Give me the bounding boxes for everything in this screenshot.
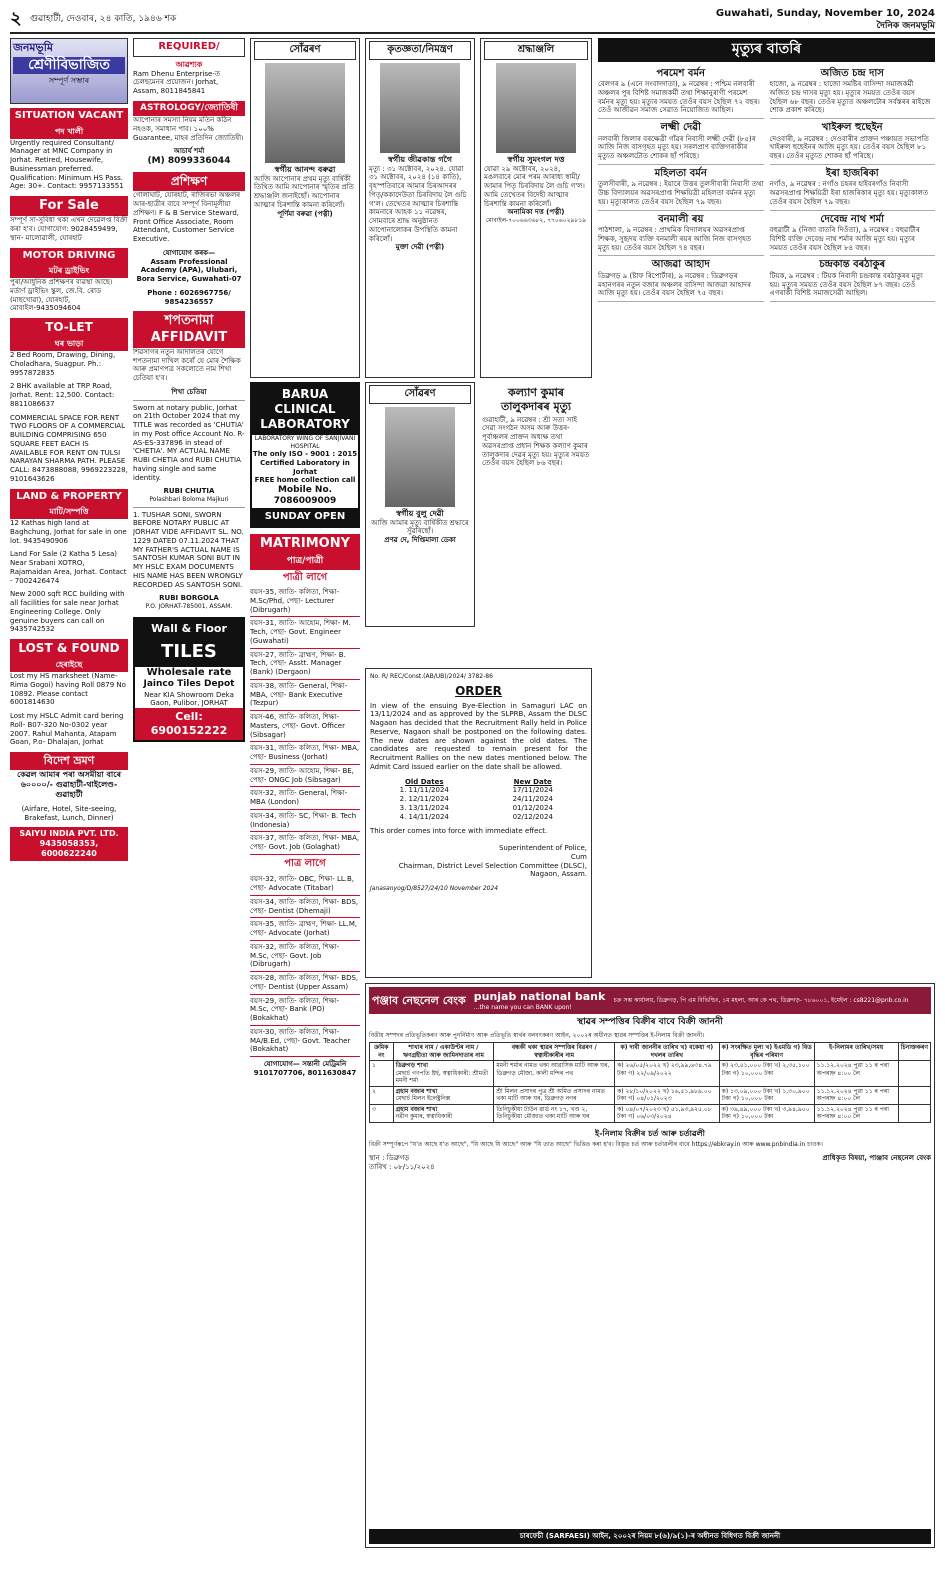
- death-news-column: [598, 38, 935, 978]
- obituary-name: স্বৰ্গীয় জীৱকান্ত গগৈ: [387, 154, 453, 164]
- brides-list: [250, 586, 360, 855]
- kalyan-news: [480, 382, 592, 470]
- row-borrower: নৱীন কুমাৰ, স্বত্বাধিকাৰী: [395, 1113, 453, 1120]
- pnb-terms: বিক্ৰী সম্পূৰ্ণৰূপে "য'ত আছে য'ত আছে", "যি আছে যি আছে" আৰু "যি তাত আছে" ভিত্তিত কৰা হ'ব। বিস্তৃত চৰ্ত আৰু চৰ্তাৱলীৰ বাবে https://ebkray.in আৰু www.pnbindia.in চাওক।: [369, 1140, 823, 1148]
- row-branch: [393, 1061, 494, 1087]
- obituary-text: মৃত্যু : ৩১ অক্টোবৰ, ২০২৪. যোৱা ৩১ অক্টোবৰ, ২০২৪ (১৪ কাতি), বৃহস্পতিবাৰে আমাৰ চিৰআদৰৰ পিতৃ/ককাদেউতা চিৰবিদায় লৈ গুচি গ'ল। তেখেতৰ আত্মাৰ চিৰশান্তি কামনাৰে আহক ১১ নৱেম্বৰ, সোমবাৰে শ্ৰাদ্ধ অনুষ্ঠানত আপোনালোকৰ উপস্থিতি কামনা কৰিলোঁ।: [369, 164, 467, 243]
- pnb-intro: বিত্তীয় সম্পদৰ প্ৰতিভূতিকৰণ আৰু পুনৰ্নিৰ্মাণ আৰু প্ৰতিভূতি স্বাৰ্থৰ বলবৎকৰণ আইন, ২০০২ৰ অধীনত স্থাৱৰ সম্পত্তিৰ ই-নিলাম বিক্ৰী জাননী।: [369, 1031, 705, 1039]
- to-let-ad-1: 2 Bed Room, Drawing, Dining, Choladhara, Suagpur. Ph.: 9957872835: [10, 351, 116, 377]
- table-row: [370, 1086, 931, 1104]
- obituary-heading: শ্ৰদ্ধাঞ্জলি: [484, 41, 588, 60]
- motor-driving-heading: MOTOR DRIVING: [10, 248, 128, 265]
- matrimony-contact: যোগাযোগ— সন্তানী মেট্ৰিমনি: [263, 1060, 347, 1068]
- classifieds-column-2: [133, 38, 245, 1548]
- pnb-title: স্থাৱৰ সম্পত্তিৰ বিক্ৰীৰ বাবে বিক্ৰী জাননী: [577, 1017, 723, 1028]
- travel-ad: কেৱল আমাৰ পৰা অসমীয়া বাৰে ৬০০০০/- গুৱাহাটী-থাইলেণ্ড-গুৱাহাটী: [17, 769, 121, 799]
- order-ref-2: Janasanyog/D/8527/24/10 November 2024: [370, 885, 499, 892]
- classifieds-brand: জনমভূমি: [13, 41, 53, 54]
- classifieds-title: শ্ৰেণীবিভাজিত: [13, 57, 125, 75]
- death-news-item: [598, 119, 764, 165]
- affidavit-addr-2: Polashbari Boloma Majkuri: [149, 496, 229, 503]
- land-ad-1: 12 Kathas high land at Baghchung, Jorhat for sale in one lot. 9435490906: [10, 519, 127, 545]
- affidavit-name-1: শিখা চেতিয়া: [171, 387, 207, 396]
- groom-listing: বয়স-34, জাতি- কলিতা, শিক্ষা- BDS, পেছা- Dentist (Dhemaji): [250, 896, 360, 919]
- obituary-name: স্বৰ্গীয় আনন্দ বৰুৱা: [274, 164, 336, 174]
- old-date: 4. 14/11/2024: [399, 812, 449, 821]
- situation-vacant-sub: পদ খালী: [10, 125, 128, 139]
- death-name: পৰমেশ বৰ্মন: [656, 67, 705, 79]
- order-sign-2: Cum: [570, 852, 587, 861]
- death-name: আজৱা আহাদ: [651, 259, 710, 271]
- order-sign-3: Chairman, District Level Selection Committee (DLSC), Nagaon, Assam.: [398, 861, 587, 879]
- death-news-item: [770, 256, 936, 302]
- table-column-header: বন্ধকী থকা স্থাৱৰ সম্পত্তিৰ বিৱৰণ / স্বত্বাধীকাৰীৰ নাম: [494, 1043, 615, 1061]
- table-column-header: ক) সংৰক্ষিত মূল্য খ) ইএমডি গ) বিড বৃদ্ধিৰ পৰিমাণ: [719, 1043, 814, 1061]
- lab-home-collection: FREE home collection call: [254, 476, 356, 485]
- bride-listing: বয়স-31, জাতি- আহোম, শিক্ষা- M. Tech, পেছা- Govt. Engineer (Guwahati): [250, 617, 360, 648]
- training-ad: গোলাঘাট, যোৰহাট, ৰাজিৰভা অঞ্চলৰ আৰ-ছাত্ৰীৰ বাবে সম্পূৰ্ণ বিনামূলীয়া প্ৰশিক্ষণ। F & B Service Steward, Front Office Associate, Room Attendant, Customer Service Executive.: [133, 191, 241, 243]
- tiles-wholesale: Wholesale rate: [146, 666, 232, 678]
- groom-heading: পাত্ৰ লাগে: [284, 857, 326, 869]
- row-branch: [393, 1104, 494, 1122]
- old-dates-heading: Old Dates: [404, 777, 444, 786]
- groom-listing: বয়স-29, জাতি- কলিতা, শিক্ষা- M.Sc, পেছা- Bank (PO) (Bokakhat): [250, 995, 360, 1026]
- matrimony-heading: MATRIMONY: [250, 534, 360, 554]
- groom-listing: বয়স-30, জাতি- কলিতা, শিক্ষা- MA/B.Ed, পেছা- Govt. Teacher (Bokakhat): [250, 1026, 360, 1057]
- death-text: ডিব্ৰুগড় ৯ (ষ্টাফ ৰিপোৰ্টাৰ), ৯ নৱেম্বৰ : ডিব্ৰুগড়ৰ মহানগৰৰ নতুন বজাৰ অঞ্চলৰ বাসিন্দা আজৱা আহাদৰ আজি মৃত্যু হয়। তেওঁৰ বয়স হৈছিল ৭৫ বছৰ।: [598, 271, 751, 298]
- header-date-assamese: গুৱাহাটী, দেওবাৰ, ২৪ কাতি, ১৯৪৬ শক: [30, 14, 177, 24]
- lab-subtitle: LABORATORY WING OF SANJIVANI HOSPITAL: [254, 435, 356, 450]
- death-text: দেওবাৰী, ৯ নৱেম্বৰ : দেওবাৰীৰ প্ৰাক্তন পঞ্চায়ত সভাপতি খাইৰুল হুছেইনৰ আজি মৃত্যু হয়। তেওঁৰ বয়স হৈছিল ৮১ বছৰ। তেওঁৰ মৃত্যুত শোকৰ ছাঁ পৰিছে।: [769, 134, 929, 160]
- row-date: ১১.১২.২০২৪ পুৱা ১১ ৰ পৰা অপৰাহ্ন ৪:০০ লৈ: [814, 1061, 898, 1087]
- death-text: নলবাৰী জিলাৰ বৰক্ষেত্ৰী গাঁৱৰ নিবাসী লক্ষ্মী দেৱী (৮৫)ৰ আজি নিজ বাসগৃহত মৃত্যু হয়। সৰলপ্ৰাণ ব্যক্তিগৰাকীৰ মৃত্যুত অঞ্চলটোত শোকৰ ছাঁ পৰিছে।: [598, 134, 756, 160]
- portrait-photo: [496, 63, 576, 153]
- row-reserve: ক) ১৩,০৯,০০০ টকা খ) ১,৩০,৯০০ টকা গ) ১০,০০০ টকা: [719, 1086, 814, 1104]
- portrait-photo: [380, 63, 460, 153]
- news-title: কল্যাণ কুমাৰ তালুকদাৰৰ মৃত্যু: [500, 386, 572, 413]
- portrait-photo: [385, 407, 455, 507]
- death-text: বহুৱাটী ৯ (নিজা বাতৰি দিওঁতা), ৯ নৱেম্বৰ : বহুৱাটীৰ বিশিষ্ট ব্যক্তি দেবেন্দ্ৰ নাথ শৰ্মাৰ আজি মৃত্যু হয়। মৃত্যুৰ সময়ত তেওঁৰ বয়স হৈছিল ৮৪ বছৰ।: [769, 226, 920, 252]
- travel-heading: বিদেশ ভ্ৰমণ: [10, 752, 128, 770]
- row-date: ১১.১২.২০২৪ পুৱা ১১ ৰ পৰা অপৰাহ্ন ৪:০০ লৈ: [814, 1104, 898, 1122]
- row-sno: ১: [370, 1061, 394, 1087]
- land-property-heading: LAND & PROPERTY: [10, 489, 128, 506]
- lab-mobile: Mobile No. 7086009009: [273, 485, 337, 507]
- old-date: 3. 13/11/2024: [399, 803, 449, 812]
- obituary-phone: মোবাইল-৭০০৬৬৩৬৮২, ৭৭০৬০২৯৮১৯: [485, 217, 587, 224]
- row-property: মমনী শৰ্মাৰ নামত থকা আৱাসিক মাটি আৰু ঘৰ, ডিব্ৰুগড় মৌজা, কালী মন্দিৰ পথ: [494, 1061, 615, 1087]
- affidavit-ad-3: 1. TUSHAR SONI, SWORN BEFORE NOTARY PUBLIC AT JORHAT VIDE AFFIDAVIT SL. NO. 1229 DATED 07.11.2024 THAT MY FATHER'S ACTUAL NAME IS SANTOSH KUMAR SONI BUT IN MY HSLC EXAM DOCUMENTS HIS NAME HAS BEEN WRONGLY RECORDED AS SANTOSH SONI.: [133, 510, 244, 589]
- table-column-header: ক) দাবী জাননীৰ তাৰিখ খ) বকেয়া গ) দখলৰ তাৰিখ: [615, 1043, 720, 1061]
- groom-listing: বয়স-32, জাতি- কলিতা, শিক্ষা- M.Sc, পেছা- Govt. Job (Dibrugarh): [250, 941, 360, 972]
- pnb-officer: প্ৰাধিকৃত বিষয়া, পাঞ্জাব নেছনেল বেংক: [822, 1154, 931, 1162]
- new-dates-list: [479, 786, 588, 821]
- divider: [133, 507, 245, 508]
- row-identification: [898, 1104, 930, 1122]
- required-ad: Ram Dhenu Enterprise-ত চেলছমেনৰ প্ৰয়োজন। Jorhat, Assam, 8011845841: [133, 69, 221, 95]
- obituary-column-3: [480, 38, 592, 658]
- table-column-header: ই-নিলামৰ তাৰিখ/সময়: [814, 1043, 898, 1061]
- to-let-sub: ঘৰ ভাড়া: [10, 337, 128, 351]
- new-dates-heading: New Date: [513, 777, 552, 786]
- for-sale-ad: সম্পূৰ্ণ সা-সুবিধা থকা এখন দেৱেলপ্ত বিক্ৰী কৰা হ'ব। যোগাযোগ: 9028459499, স্থান- মালোৱালী, যোৰহাট: [10, 216, 128, 242]
- pnb-logo: [474, 990, 606, 1011]
- table-body: [370, 1061, 931, 1123]
- affidavit-name-2: RUBI CHUTIA: [163, 487, 215, 496]
- new-date: 02/12/2024: [512, 812, 553, 821]
- lab-title: BARUA CLINICAL LABORATORY: [252, 384, 358, 435]
- bride-listing: বয়স-34, জাতি- SC, শিক্ষা- B. Tech (Indonesia): [250, 810, 360, 833]
- death-news-item: [770, 165, 936, 211]
- death-news-item: [598, 256, 764, 302]
- bride-listing: বয়স-27, জাতি- ব্ৰাহ্মণ, শিক্ষা- B. Tech, পেছা- Asstt. Manager (Bank) (Dergaon): [250, 649, 360, 680]
- row-branch-name: গ্ৰহাম বজাৰ শাখা: [395, 1105, 438, 1113]
- death-news-item: [598, 65, 764, 120]
- obituary-name: স্বৰ্গীয় বুলু দেৱী: [396, 508, 444, 518]
- row-identification: [898, 1061, 930, 1087]
- old-date: 2. 12/11/2024: [399, 795, 449, 803]
- old-dates-list: [370, 786, 479, 821]
- header-paper-name: দৈনিক জনমভূমি: [876, 21, 935, 31]
- row-branch: [393, 1086, 494, 1104]
- lab-iso: The only ISO - 9001 : 2015 Certified Laboratory in Jorhat: [252, 450, 358, 476]
- new-date: 24/11/2024: [512, 795, 553, 803]
- affidavit-name-3: RUBI BORGOLA: [159, 594, 219, 603]
- row-notice: ক) ২৮/১০/২০২২ খ) ১৬,৫১,৯৮৯.০০ টকা গ) ০৪/০১/২০২৩: [615, 1086, 720, 1104]
- death-name: ইৰা হাজৰিকা: [825, 167, 879, 179]
- astrology-name: আচাৰ্য শৰ্মা: [173, 147, 205, 156]
- obituary-text: আজি আপোনাৰ প্ৰথম মৃত্যু বাৰ্ষিকী তিথিত আমি আপোনাৰ স্মৃতিৰ প্ৰতি শ্ৰদ্ধাঞ্জলি জনাইছোঁ। আপোনাৰ আত্মাৰ চিৰশান্তি কামনা কৰিলোঁ।: [254, 174, 354, 209]
- death-news-item: [770, 119, 936, 165]
- travel-ad-details: (Airfare, Hotel, Site-seeing, Brakefast, Lunch, Dinner): [21, 804, 117, 822]
- bride-listing: বয়স-31, জাতি- কলিতা, শিক্ষা- MBA, পেছা- Business (Jorhat): [250, 742, 360, 765]
- obituary-jibakanta-gogoi: [365, 38, 475, 378]
- news-text: গুৱাহাটী, ৯ নৱেম্বৰ : শ্ৰী সত্য সাই সেৱা সংগঠন অসম আৰু উত্তৰ-পূৰ্বাঞ্চলৰ প্ৰাক্তন অধ্যক্ষ তথা অৱসৰপ্ৰাপ্ত প্ৰধান শিক্ষক কল্যাণ কুমাৰ তালুকদাৰ দেৱৰ মৃত্যু হয়। মৃত্যুৰ সময়ত তেওঁৰ বয়স হৈছিল ৮৬ বছৰ।: [482, 415, 590, 468]
- new-date: 01/12/2024: [512, 803, 553, 812]
- old-date: 1. 11/11/2024: [399, 786, 449, 795]
- row-notice: ক) ২৬/০৫/২০২২ খ) ২৩,৯৯,৬৩৪.৭৯ টকা গ) ২২/০৯/২০২২: [615, 1061, 720, 1087]
- death-news-item: [598, 211, 764, 257]
- affidavit-ad-2: Sworn at notary public, Jorhat on 21th October 2024 that my TITLE was recorded as 'CHUTIA' in my Post office Account No. R-AS-ES-337896 in stead of 'CHETIA'. MY ACTUAL NAME RUBI CHETIA and RUBI CHUTIA having single and same identity.: [133, 403, 245, 482]
- pnb-footer: চাৰফেচী (SARFAESI) আইন, ২০০২ৰ নিয়ম ৮(৬)/৯(১)-ৰ অধীনত বিধিগত বিক্ৰী জাননী: [369, 1529, 931, 1544]
- classifieds-banner: [10, 38, 128, 104]
- death-name: অজিত চন্দ্ৰ দাস: [820, 67, 884, 79]
- death-text: তুলসীবাৰী, ৯ নৱেম্বৰ : ইয়াৰে উত্তৰ তুলসীবাৰী নিবাসী তথা উচ্চ বিদ্যালয়ৰ অৱসৰপ্ৰাপ্ত শিক্ষয়িত্ৰী মহিলতা বৰ্মনৰ মৃত্যু হয়। মৃত্যুকালত তেওঁৰ বয়স হৈছিল ৭৯ বছৰ।: [598, 180, 764, 206]
- death-name: চন্দ্ৰকান্ত বৰঠাকুৰ: [819, 259, 886, 271]
- pnb-header: [369, 987, 931, 1014]
- obituary-heading: সোঁৱৰণ: [369, 385, 471, 404]
- affidavit-heading: শপতনামা AFFIDAVIT: [133, 311, 245, 348]
- row-sno: ৩: [370, 1104, 394, 1122]
- pnb-place-date: [369, 1154, 435, 1172]
- row-reserve: ক) ৩৯,৪৯,০০০ টকা খ) ৩,৯৪,৯০০ টকা গ) ১০,০০০ টকা: [719, 1104, 814, 1122]
- matrimony-sub: পাত্ৰ/পাত্ৰী: [250, 554, 360, 569]
- death-news-item: [598, 165, 764, 211]
- death-name: দেবেন্দ্ৰ নাথ শৰ্মা: [820, 213, 885, 225]
- page-number: ২: [10, 8, 22, 29]
- bride-listing: বয়স-32, জাতি- General, শিক্ষা- MBA (London): [250, 787, 360, 810]
- row-date: ১১.১২.২০২৪ পুৱা ১১ ৰ পৰা অপৰাহ্ন ৪:০০ লৈ: [814, 1086, 898, 1104]
- lost-ad-1: Lost my HS marksheet (Name-Rima Gogoi) having Roll 0879 No 10892. Please contact 6001814630: [10, 672, 126, 707]
- obituary-heading: সোঁৱৰণ: [254, 41, 356, 60]
- obituary-bulu-devi: [365, 382, 475, 627]
- obituary-family: পূৰ্ণিমা বৰুৱা (পত্নী): [277, 209, 333, 218]
- lost-found-heading: LOST & FOUND: [10, 639, 128, 658]
- header-date-english: Guwahati, Sunday, November 10, 2024: [715, 8, 935, 19]
- obituary-matrimony-column: [250, 38, 360, 1548]
- death-news-heading: মৃত্যুৰ বাতৰি: [598, 38, 935, 62]
- obituary-text: আজি আমাৰ মৃত্যু বাৰ্ষিকীত শ্ৰদ্ধাৰে সুঁৱৰিছোঁ।: [371, 518, 469, 536]
- order-new-dates: [479, 778, 588, 822]
- row-reserve: ক) ২৩,৫১,০০০ টকা খ) ২,৩৫,১০০ টকা গ) ১০,০০০ টকা: [719, 1061, 814, 1087]
- lost-found-sub: হেৰাইছে: [10, 658, 128, 672]
- obituary-anand-barua: [250, 38, 360, 378]
- death-news-item: [770, 211, 936, 257]
- death-text: নগাঁও, ৯ নৱেম্বৰ : নগাঁও চহৰৰ হাইবৰগাঁও নিবাসী অৱসৰপ্ৰাপ্ত শিক্ষয়িত্ৰী ইৰা হাজৰিকাৰ মৃত্যু হয়। মৃত্যুকালত তেওঁৰ বয়স হৈছিল ৭৯ বছৰ।: [769, 180, 929, 206]
- table-header-row: [370, 1043, 931, 1061]
- lost-ad-2: Lost my HSLC Admit card bering Roll- B07-320 No-0302 year 2007. Rahul Mahanta, Atapam Goan, P.o- Dhalajan, Jorhat: [10, 712, 124, 747]
- portrait-photo: [265, 63, 345, 163]
- order-note: This order comes into force with immediate effect.: [370, 827, 548, 836]
- death-name: বনমালী ৰয়: [658, 213, 704, 225]
- tiles-ad: [133, 617, 245, 742]
- obituary-heading: কৃতজ্ঞতা/নিমন্ত্ৰণ: [369, 41, 471, 60]
- tiles-address: Near KIA Showroom Deka Gaon, Pulibor, JORHAT: [144, 690, 234, 708]
- affidavit-addr-3: P.O. JORHAT-785001, ASSAM.: [145, 603, 233, 610]
- pnb-date: তাৰিখ : ০৮/১১/২০২৪: [369, 1162, 435, 1171]
- training-org: Assam Professional Academy (APA), Ulubari, Bora Service, Guwahati-07: [136, 257, 242, 283]
- pnb-tagline: ...the name you can BANK upon!: [473, 1003, 572, 1011]
- pnb-place: স্থান : ডিব্ৰুগড়: [369, 1154, 410, 1162]
- death-text: হাজো, ৯ নৱেম্বৰ : হাজো সমষ্টিৰ বাসিন্দা সমাজকৰ্মী অজিত চন্দ্ৰ দাসৰ মৃত্যু হয়। মৃত্যুৰ সময়ত তেওঁৰ বয়স হৈছিল ৬৮ বছৰ। তেওঁৰ মৃত্যুত অঞ্চলটোৰ সৰ্বস্তৰৰ ৰাইজে শোক প্ৰকাশ কৰিছে।: [769, 80, 931, 115]
- table-column-header: শাখাৰ নাম / একাউণ্টৰ নাম / ঋণগ্ৰহীতা আৰু জামিনদাতাৰ নাম: [393, 1043, 494, 1061]
- page-header: [10, 8, 935, 34]
- tiles-shop: Jainco Tiles Depot: [143, 679, 235, 690]
- order-sign-1: Superintendent of Police,: [498, 844, 587, 852]
- row-borrower: মেছাৰ্চ গণপতি ষ্টৰ্ছ, স্বত্বাধিকাৰী: শ্ৰীমতী মমনী শৰ্মা: [395, 1069, 489, 1084]
- astrology-heading: ASTROLOGY/জ্যোতিষী: [133, 101, 245, 116]
- classifieds-subtitle: সম্পূৰ্ণ সম্ভাৰ: [48, 76, 90, 86]
- newspaper-page: [10, 8, 935, 1563]
- barua-lab-ad: [250, 382, 360, 528]
- table-row: [370, 1104, 931, 1122]
- death-text: বেলগৰ ৯ (এনে সংবাদদাতা), ৯ নৱেম্বৰ : পশ্চিম নলবাৰী অঞ্চলৰ পুৰ বিশিষ্ট সমাজকৰ্মী তথা শিক্ষানুৰাগী পৰমেশ বৰ্মনৰ মৃত্যু হয়। মৃত্যুৰ সময়ত তেওঁৰ বয়স হৈছিল ৭২ বছৰ। তেওঁ আজীৱন সমাজ সেৱাত নিয়োজিত আছিল।: [598, 80, 760, 115]
- table-row: [370, 1061, 931, 1087]
- bride-listing: বয়স-29, জাতি- আহোম, শিক্ষা- BE, পেছা- ONGC Job (Sibsagar): [250, 765, 360, 788]
- required-sub: আৱশ্যক: [175, 59, 203, 69]
- for-sale-heading: For Sale: [10, 196, 128, 216]
- table-column-header: চিনাক্তকৰণ: [898, 1043, 930, 1061]
- order-ref: No. R/ REC/Const.(AB/UB)/2024/ 3782-86: [370, 673, 493, 680]
- obituary-column-2: [365, 38, 475, 658]
- obituary-family: মুক্তা দেৱী (পত্নী): [395, 243, 445, 252]
- motor-driving-sub: মটৰ ড্ৰাইভিং: [10, 264, 128, 278]
- classifieds-column: [10, 38, 128, 1548]
- order-old-dates: [370, 778, 479, 822]
- tiles-cell: Cell: 6900152222: [135, 708, 243, 740]
- obituary-family: প্ৰণৱ দে, দিপ্তিমালা ডেকা: [384, 536, 456, 544]
- death-text: টিয়ক, ৯ নৱেম্বৰ : টিয়ক নিবাসী চন্দ্ৰকান্ত বৰঠাকুৰৰ মৃত্যু হয়। মৃত্যুৰ সময়ত তেওঁৰ বয়স হৈছিল ৮৭ বছৰ। তেওঁ এগৰাকী বিশিষ্ট সমাজসেৱী আছিল।: [769, 271, 923, 298]
- pnb-branch: চক্ৰ সম্ভ কাৰ্যালয়, ডিব্ৰুগড়, পি এম বিভিল্ডিং, ১ম মহলা, আৰ কে পথ, ডিব্ৰুগড়- ৭৮৬০০১, ইমেইল : cs8221@pnb.co.in: [613, 996, 909, 1004]
- row-sno: ২: [370, 1086, 394, 1104]
- required-heading: REQUIRED/: [133, 38, 245, 57]
- motor-driving-ad: পুৰা/আধুনিক প্ৰশিক্ষণৰ ব্যৱস্থা আছে। মৰ্ডাৰ্ণ ড্ৰাইভিং স্কুল, জে.বি. ৰোড (মাছখোৱা), যোৰহাট, মোবাইল-9435094604: [10, 278, 113, 313]
- order-text: In view of the ensuing Bye-Election in Samaguri LAC on 13/11/2024 and as approved by the SLPRB, Assam the DLSC Nagaon has decided that the Recruitment Rally held in Police Reserve, Nagaon shall be postponed on the following dates. The new dates are shown against the old dates. The candidates are requested to remain present for the Recruitment Rallies on the new dates mentioned below. The Admit Card issued earlier on the date shall be allowed.: [370, 701, 587, 771]
- land-property-sub: মাটি/সম্পত্তি: [10, 505, 128, 519]
- death-news-item: [770, 65, 936, 120]
- bride-listing: বয়স-37, জাতি- কলিতা, শিক্ষা- MBA, পেছা- Govt. Job (Golaghat): [250, 832, 360, 855]
- row-property: শ্ৰী মিলন প্ৰসাদৰ পুত্ৰ শ্ৰী অমিত প্ৰসাদৰ নামত থকা মাটি আৰু ঘৰ, ডিব্ৰুগড় নগৰ: [494, 1086, 615, 1104]
- training-contact-label: যোগাযোগ কৰক—: [162, 248, 216, 257]
- groom-listing: বয়স-32, জাতি- OBC, শিক্ষা- LL.B, পেছা- Advocate (Titabar): [250, 873, 360, 896]
- lab-open: SUNDAY OPEN: [252, 508, 358, 527]
- to-let-heading: TO-LET: [10, 318, 128, 337]
- situation-vacant-heading: SITUATION VACANT: [10, 108, 128, 125]
- astrology-phone: (M) 8099336044: [147, 156, 231, 166]
- table-column-header: ক্ৰমিক নং: [370, 1043, 394, 1061]
- groom-listing: বয়স-35, জাতি- ব্ৰাহ্মণ, শিক্ষা- LL.M, পেছা- Advocate (Jorhat): [250, 918, 360, 941]
- pnb-auction-notice: [365, 983, 935, 1548]
- training-heading: প্ৰশিক্ষণ: [133, 172, 245, 191]
- bride-listing: বয়স-46, জাতি- কলিতা, শিক্ষা- Masters, পেছা- Govt. Officer (Sibsagar): [250, 711, 360, 742]
- row-branch-name: গ্ৰহাম বজাৰ শাখা: [395, 1087, 438, 1095]
- death-name: খাইৰুল হুছেইন: [821, 122, 883, 133]
- row-branch-name: ডিব্ৰুগড় শাখা: [395, 1062, 429, 1069]
- death-news-list: [598, 65, 935, 303]
- row-borrower: মেছাৰ্চ মিলন ইলেক্ট্ৰনিক্স: [395, 1095, 451, 1102]
- land-ad-2: Land For Sale (2 Katha 5 Lesa) Near Srabani XOTRO, Rajamaidan Area, Jorhat. Contact - 7002426474: [10, 550, 127, 585]
- tiles-big: TILES: [135, 638, 243, 667]
- new-date: 17/11/2024: [512, 786, 553, 795]
- row-identification: [898, 1086, 930, 1104]
- death-name: মহিলতা বৰ্মন: [654, 167, 707, 179]
- death-text: পাঠশালা, ৯ নৱেম্বৰ : প্ৰাথমিক বিদ্যালয়ৰ অৱসৰপ্ৰাপ্ত শিক্ষক, সুহৃদয় ব্যক্তি বনমালী ৰয়ৰ আজি নিজ বাসগৃহত মৃত্যু হয়। তেওঁৰ বয়স হৈছিল ৭৪ বছৰ।: [598, 226, 752, 252]
- to-let-ad-2: 2 BHK available at TRP Road, Jorhat. Rent: 12,500. Contact: 8811086637: [10, 382, 115, 408]
- obituary-text: যোৱা ২৯ অক্টোবৰ, ২০২৪, মঙলবাৰে মোৰ পৰম আৰাধ্য স্বামী/আমাৰ পিতৃ চিৰবিদায় লৈ গুচি গ'ল। আমি তেখেতৰ বিদেহী আত্মাৰ চিৰশান্তি কামনা কৰিলোঁ।: [484, 164, 585, 208]
- groom-listing: বয়স-28, জাতি- কলিতা, শিক্ষা- BDS, পেছা- Dentist (Upper Assam): [250, 972, 360, 995]
- land-ad-3: New 2000 sqft RCC building with all facilities for sale near Jorhat Engineering College. Only genuine buyers can call on 9435742532: [10, 590, 125, 634]
- bride-listing: বয়স-38, জাতি- General, শিক্ষা- MBA, পেছা- Bank Executive (Tezpur): [250, 680, 360, 711]
- pnb-name-assamese: পঞ্জাব নেছনেল বেংক: [372, 993, 466, 1007]
- matrimony-phone: 9101707706, 8011630847: [253, 1068, 357, 1077]
- grooms-list: [250, 873, 360, 1057]
- pnb-name-english: punjab national bank: [473, 990, 606, 1003]
- obituary-family: অনামিকা দত্ত (পত্নী): [507, 208, 565, 217]
- row-property: তিনিচুকীয়া টাউন ৱাৰ্ড নং ১৭, খণ্ড ২, তিনিচুকীয়া মৌজাত থকা মাটি আৰু ঘৰ: [494, 1104, 615, 1122]
- astrology-ad: আপোনাৰ সমস্যা নিয়ম মতিন কঠিন নহওক, সমাধান পাব। ১০০% Guarantee, মাহৰ প্ৰতিদিন জ্যোতিষী।: [133, 116, 244, 142]
- pnb-auction-table: [369, 1042, 931, 1123]
- bride-heading: পাত্ৰী লাগে: [282, 571, 328, 583]
- row-notice: ক) ০৪/০৭/২০২৩ খ) ৫১,৯৩,৯২৫.০৮ টকা গ) ০৬/০৩/২০২৪: [615, 1104, 720, 1122]
- tiles-heading: Wall & Floor: [135, 619, 243, 639]
- training-phone: Phone : 6026967756/ 9854236557: [147, 288, 231, 306]
- death-name: লক্ষ্মী দেৱী: [660, 122, 701, 133]
- police-order-notice: [365, 668, 592, 978]
- order-title: ORDER: [455, 683, 502, 698]
- order-dates: [370, 778, 587, 822]
- pnb-terms-heading: ই-নিলাম বিক্ৰীৰ চৰ্ত আৰু চৰ্তাৱলী: [595, 1128, 705, 1138]
- travel-agency: SAIYU INDIA PVT. LTD. 9435058353, 6000622240: [10, 827, 128, 861]
- obituary-name: স্বৰ্গীয় সুমংগল দত্ত: [507, 154, 565, 164]
- bride-listing: বয়স-35, জাতি- কলিতা, শিক্ষা- M.Sc/Phd, পেছা- Lecturer (Dibrugarh): [250, 586, 360, 617]
- affidavit-ad-1: শিৱসাগৰ নতুন আদালতৰ যোগে শপতনামা দাখিল কৰোঁ যে মোৰ শৈক্ষিক আৰু প্ৰমাণপত্ৰ সকলোতে নাম শিখা চেতিয়া হ'ব।: [133, 347, 241, 382]
- divider: [133, 400, 245, 401]
- obituary-sumangal-dutta: [480, 38, 592, 378]
- pnb-sign-row: [369, 1154, 931, 1172]
- to-let-ad-3: COMMERCIAL SPACE FOR RENT TWO FLOORS OF A COMMERCIAL BUILDING COMPRISING 650 SQUARE FEET EACH IS AVAILABLE FOR RENT ON TULSI NARAYAN SHARMA PATH. PLEASE CALL: 8473888088, 9969223228, 9101643626: [10, 413, 128, 483]
- situation-vacant-ad: Urgently required Consultant/ Manager at MNC Company in Jorhat. Retired, Housewife, Businessman preferred. Qualification: Minimum HS Pass. Age: 30+. Contact: 9957133551: [10, 138, 124, 191]
